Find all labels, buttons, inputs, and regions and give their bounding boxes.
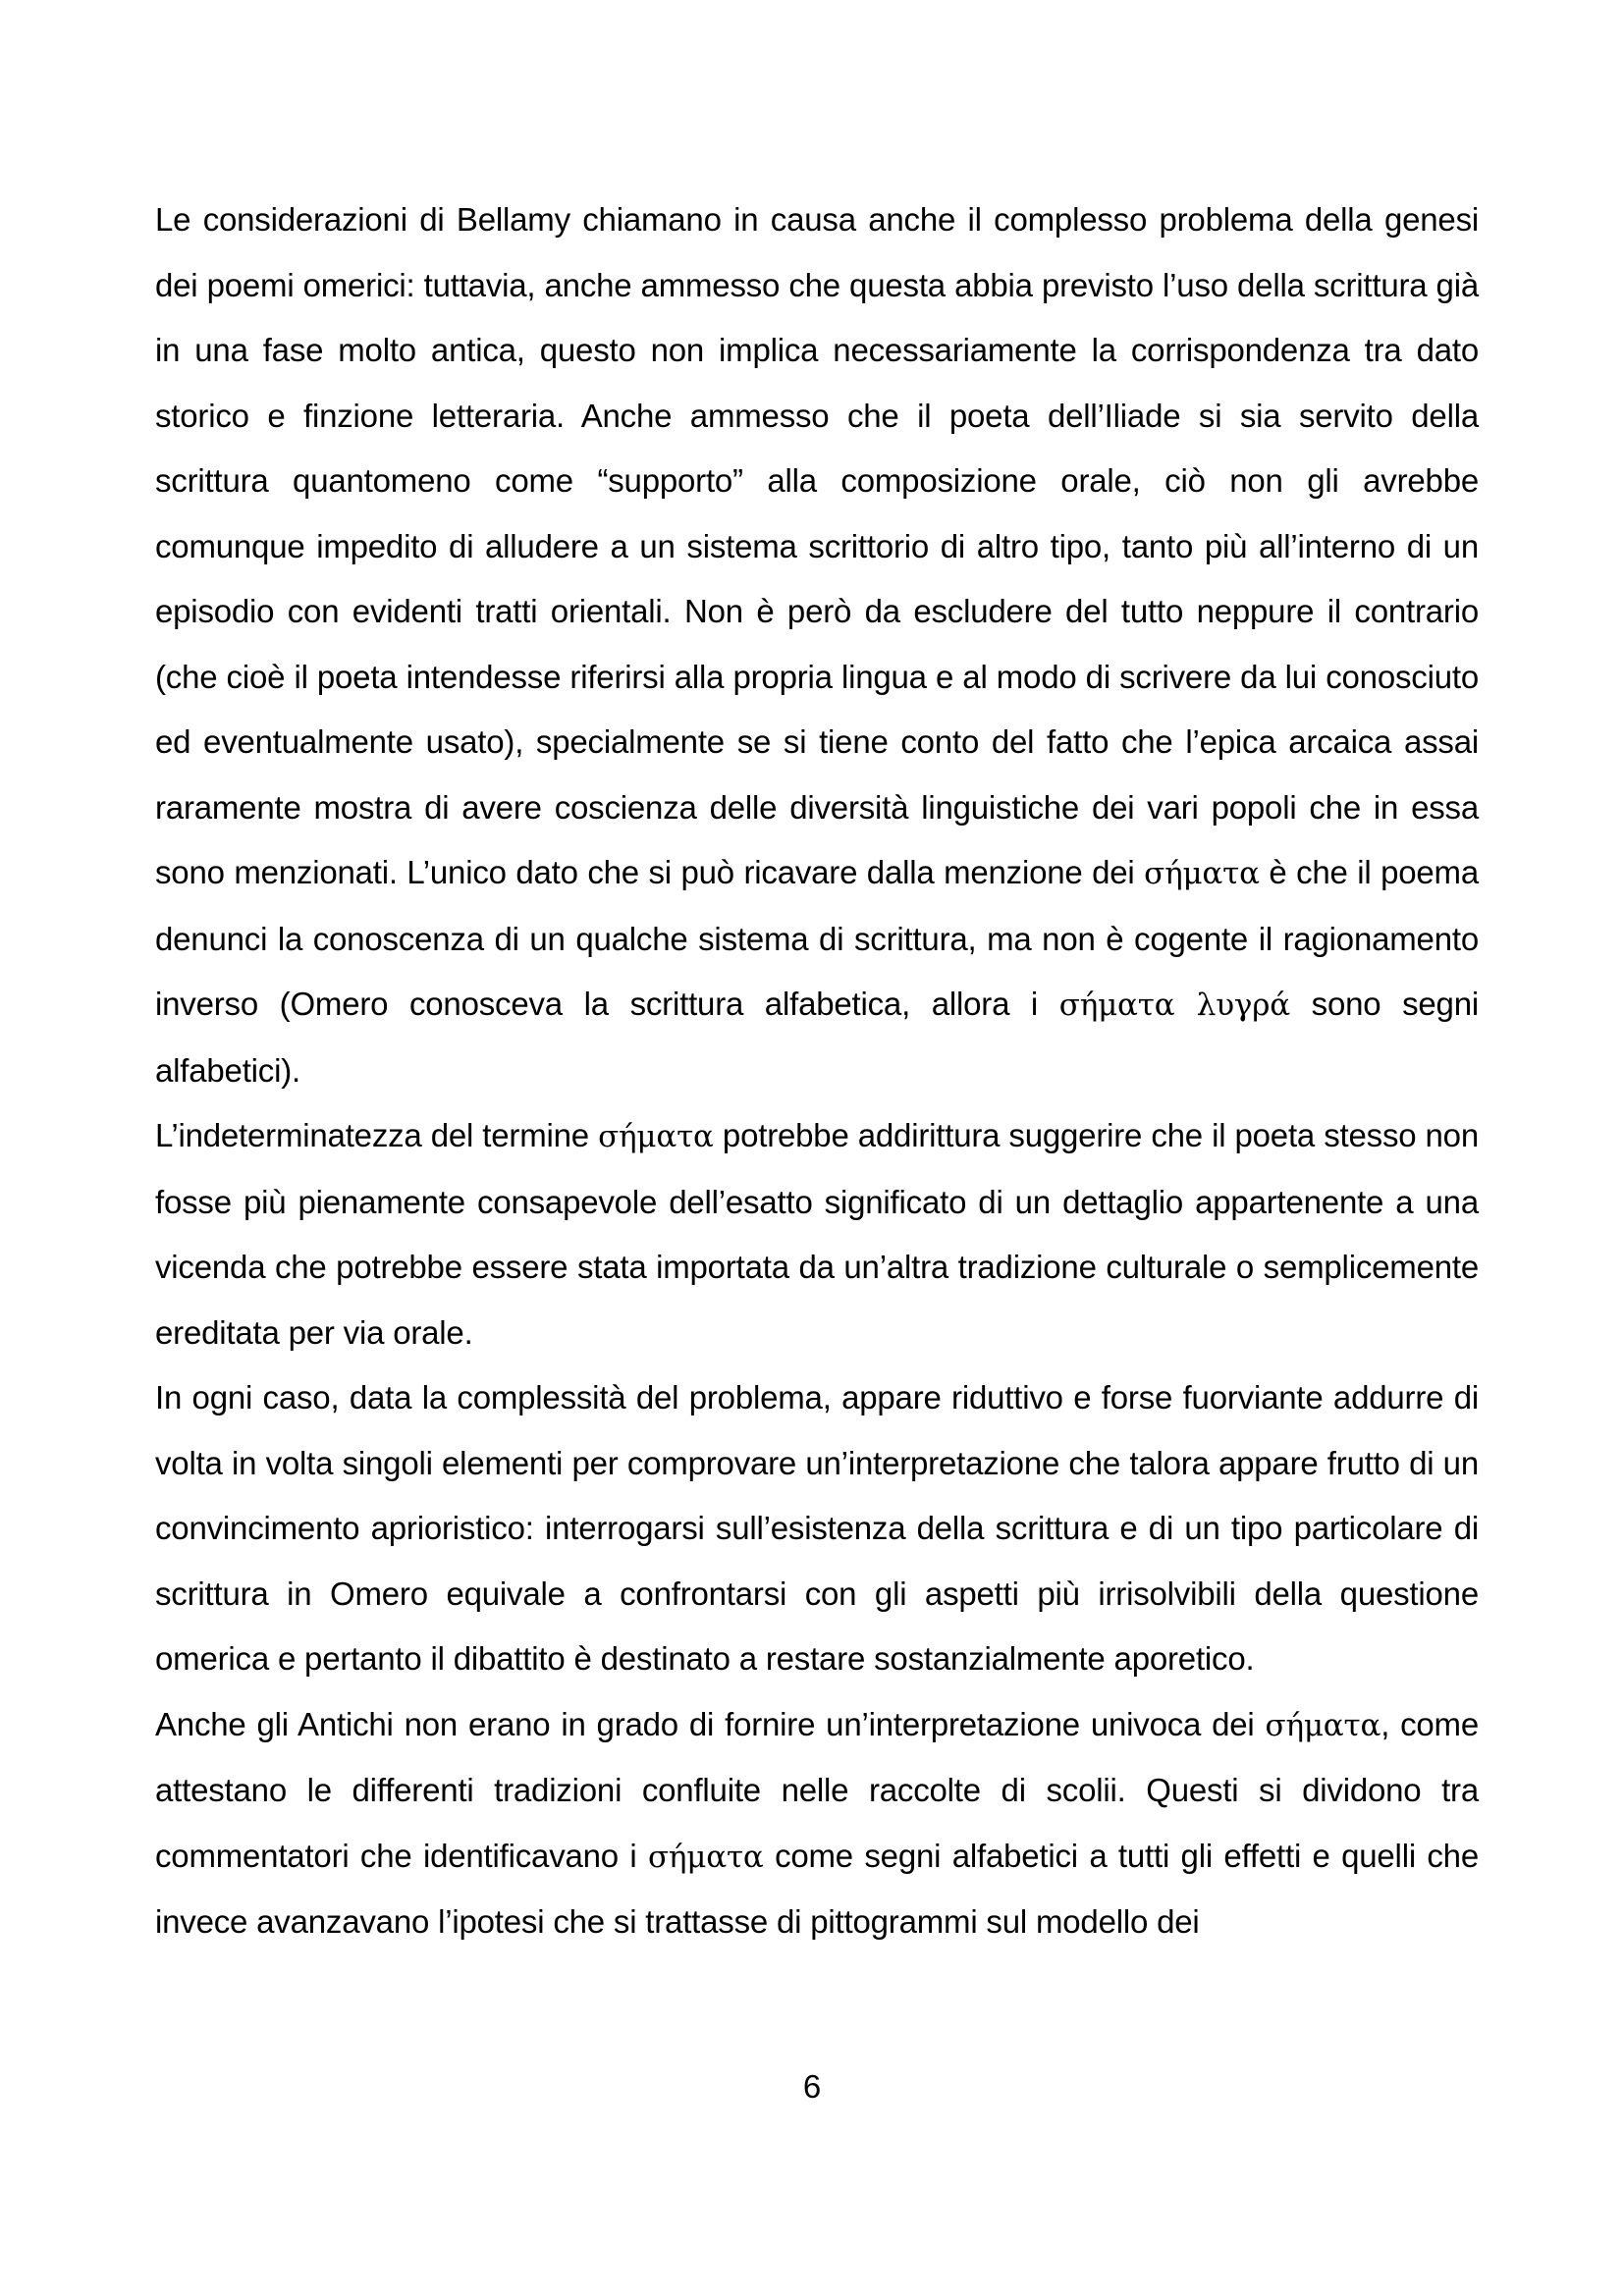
text-segment: , come attestano le differenti tradizioni confluite nelle raccolte di scolii. Questi si dividono tra commentatori che identificavano i <box>155 1705 1479 1874</box>
page-number: 6 <box>802 2068 822 2105</box>
text-segment: Le considerazioni di Bellamy chiamano in causa anche il complesso problema della genesi dei poemi omerici: tuttavia, anche ammesso che questa abbia previsto l’uso della scrittura già in una fase molto antica, questo non implica necessariamente la corrispondenza tra dato storico e finzione letteraria. Anche ammesso che il poeta dell’Iliade si sia servito della scrittura quantomeno come “supporto” alla composizione orale, ciò non gli avrebbe comunque impedito di alludere a un sistema scrittorio di altro tipo, tanto più all’interno di un episodio con evidenti tratti orientali. Non è però da escludere del tutto neppure il contrario (che cioè il poeta intendesse riferirsi alla propria lingua e al modo di scrivere da lui conosciuto ed eventualmente usato), specialmente se si tiene conto del fatto che l’epica arcaica assai raramente mostra di avere coscienza delle diversità linguistiche dei vari popoli che in essa sono menzionati. L’unico dato che si può ricavare dalla menzione dei <box>155 201 1479 890</box>
text-segment: Anche gli Antichi non erano in grado di fornire un’interpretazione univoca dei <box>155 1705 1266 1742</box>
greek-term: σήματα <box>598 1119 714 1154</box>
greek-term: σήματα <box>1265 1707 1381 1743</box>
paragraph-2 <box>155 1103 1479 1365</box>
text-segment: In ogni caso, data la complessità del problema, appare riduttivo e forse fuorviante addurre di volta in volta singoli elementi per comprovare un’interpretazione che talora appare frutto di un convincimento aprioristico: interrogarsi sull’esistenza della scrittura e di un tipo particolare di scrittura in Omero equivale a confrontarsi con gli aspetti più irrisolvibili della questione omerica e pertanto il dibattito è destinato a restare sostanzialmente aporetico. <box>155 1379 1479 1677</box>
greek-term: σήματα <box>647 1839 764 1875</box>
text-segment: è che il poema denunci la conoscenza di un qualche sistema di scrittura, ma non è cogente il ragionamento inverso (Omero conosceva la scrittura alfabetica, allora i <box>155 854 1479 1022</box>
text-segment: sono segni alfabetici). <box>155 986 1479 1089</box>
text-segment: L’indeterminatezza del termine <box>155 1117 599 1153</box>
greek-term: σήματα λυγρά <box>1058 988 1290 1023</box>
text-segment: potrebbe addirittura suggerire che il poeta stesso non fosse più pienamente consapevole dell’esatto significato di un dettaglio appartenente a una vicenda che potrebbe essere stata importata da un’altra tradizione culturale o semplicemente ereditata per via orale. <box>155 1117 1479 1351</box>
text-segment: come segni alfabetici a tutti gli effetti e quelli che invece avanzavano l’ipotesi che si trattasse di pittogrammi sul modello dei <box>155 1837 1479 1940</box>
greek-term: σήματα <box>1144 856 1260 891</box>
paragraph-1 <box>155 187 1479 1103</box>
paragraph-4 <box>155 1692 1479 1955</box>
body-text <box>155 187 1479 1955</box>
paragraph-3 <box>155 1365 1479 1692</box>
